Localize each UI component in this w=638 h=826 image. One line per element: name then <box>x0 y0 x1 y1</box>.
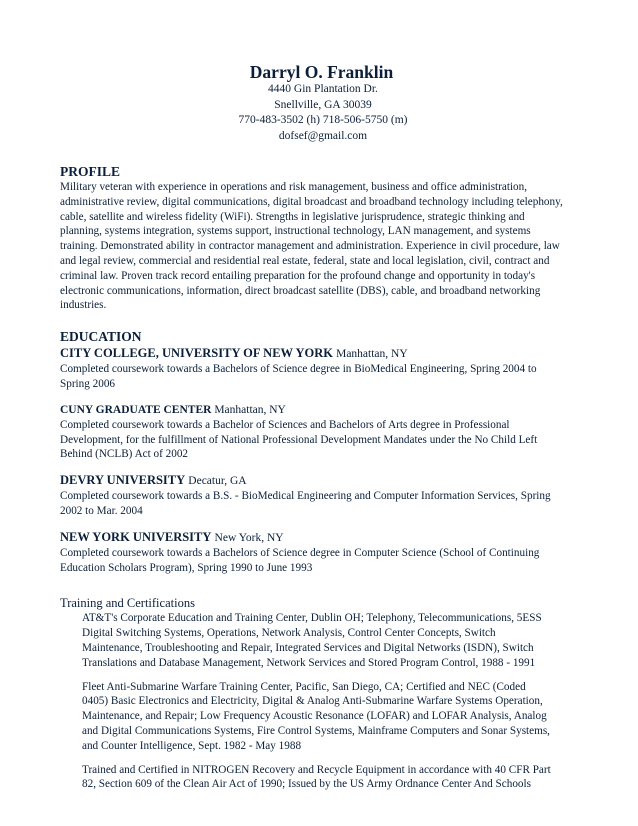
training-line: Maintenance, Troubleshooting and Repair, Integrated Services and Digital Networks (ISDN), Switch <box>82 641 534 654</box>
profile-line: cable, satellite and wireless fidelity (WiFi). Strengths in legislative jurisprudence, strategic thinking and <box>60 210 525 223</box>
profile-line: industries. <box>60 299 107 312</box>
profile-line: planning, systems integration, systems support, instructional technology, LAN management, and systems <box>60 225 531 238</box>
training-item <box>82 611 580 670</box>
school-location: Manhattan, NY <box>336 348 408 361</box>
profile-line: electronic communications, information, direct broadcast satellite (DBS), cable, and broadband networking <box>60 284 541 297</box>
profile-line: and legal review, commercial and residential real estate, federal, state and local legislation, civil, contract and <box>60 254 550 267</box>
education-line: Completed coursework towards a Bachelor of Sciences and Bachelors of Arts degree in Professional <box>60 418 510 431</box>
school-location: Manhattan, NY <box>214 403 286 416</box>
education-line: Spring 2006 <box>60 377 116 390</box>
education-heading: EDUCATION <box>60 329 142 345</box>
profile-text <box>60 180 580 313</box>
training-line: Digital Switching Systems, Operations, Network Analysis, Control Center Concepts, Switch <box>82 627 496 640</box>
education-line: Completed coursework towards a B.S. - BioMedical Engineering and Computer Information Services, Spring <box>60 490 551 503</box>
profile-line: Military veteran with experience in operations and risk management, business and office administration, <box>60 181 528 193</box>
education-entry <box>60 402 580 462</box>
street-address: 4440 Gin Plantation Dr. <box>268 83 378 95</box>
school-location: Decatur, GA <box>188 475 247 488</box>
resume-body <box>60 164 580 792</box>
city-state-zip: Snellville, GA 30039 <box>274 98 372 111</box>
education-line: Behind (NCLB) Act of 2002 <box>60 448 189 461</box>
education-line: Development, for the fulfillment of National Professional Development Mandates under the No Child Left <box>60 433 538 446</box>
school-name: NEW YORK UNIVERSITY <box>60 529 212 544</box>
education-line: 2002 to Mar. 2004 <box>60 504 143 517</box>
training-item <box>82 763 580 793</box>
education-line: Education Scholars Program), Spring 1990 to June 1993 <box>60 561 313 574</box>
training-line: Trained and Certified in NITROGEN Recovery and Recycle Equipment in accordance with 40 CFR Part <box>82 763 551 776</box>
profile-heading: PROFILE <box>60 164 121 179</box>
phone-numbers: 770-483-3502 (h) 718-506-5750 (m) <box>238 114 408 126</box>
training-line: 0405) Basic Electronics and Electricity, Digital & Analog Anti-Submarine Warfare Systems Operation, <box>82 695 543 708</box>
email-address: dofsef@gmail.com <box>278 129 368 142</box>
training-line: and Counter Intelligence, Sept. 1982 - May 1988 <box>82 739 302 752</box>
training-line: Maintenance, and Repair; Low Frequency Acoustic Resonance (LOFAR) and LOFAR Analysis, Analog <box>82 710 547 723</box>
school-name: CUNY GRADUATE CENTER <box>60 403 212 416</box>
resume-header <box>0 62 638 144</box>
training-line: and Digital Communications Systems, Fire Control Systems, Mainframe Computers and Sonar Systems, <box>82 724 550 737</box>
training-line: AT&T's Corporate Education and Training Center, Dublin OH; Telephony, Telecommunications, 5ESS <box>82 612 542 625</box>
school-name: CITY COLLEGE, UNIVERSITY OF NEW YORK <box>60 346 333 361</box>
school-name: DEVRY UNIVERSITY <box>60 473 186 488</box>
education-entry <box>60 529 580 576</box>
training-line: Translations and Database Management, Network Services and Stored Program Control, 1988 - 1991 <box>82 656 536 669</box>
education-line: Completed coursework towards a Bachelors of Science degree in Computer Science (School of Continuing <box>60 546 540 559</box>
candidate-name: Darryl O. Franklin <box>249 62 394 82</box>
school-location: New York, NY <box>214 531 284 544</box>
training-heading: Training and Certifications <box>60 596 195 611</box>
training-item <box>82 680 580 754</box>
education-line: Completed coursework towards a Bachelors of Science degree in BioMedical Engineering, Spring 2004 to <box>60 363 537 376</box>
profile-line: training. Demonstrated ability in contractor management and administration. Experience in civil procedure, law <box>60 240 560 253</box>
profile-line: criminal law. Proven track record entailing preparation for the profound change and opportunity in today's <box>60 269 536 282</box>
training-line: 82, Section 609 of the Clean Air Act of 1990; Issued by the US Army Ordnance Center And Schools <box>82 778 531 791</box>
profile-line: administrative review, digital communications, digital broadcast and broadband technology including telephony, <box>60 195 563 208</box>
education-entry <box>60 472 580 519</box>
training-line: Fleet Anti-Submarine Warfare Training Center, Pacific, San Diego, CA; Certified and NEC (Coded <box>82 680 526 693</box>
education-entry <box>60 345 580 392</box>
